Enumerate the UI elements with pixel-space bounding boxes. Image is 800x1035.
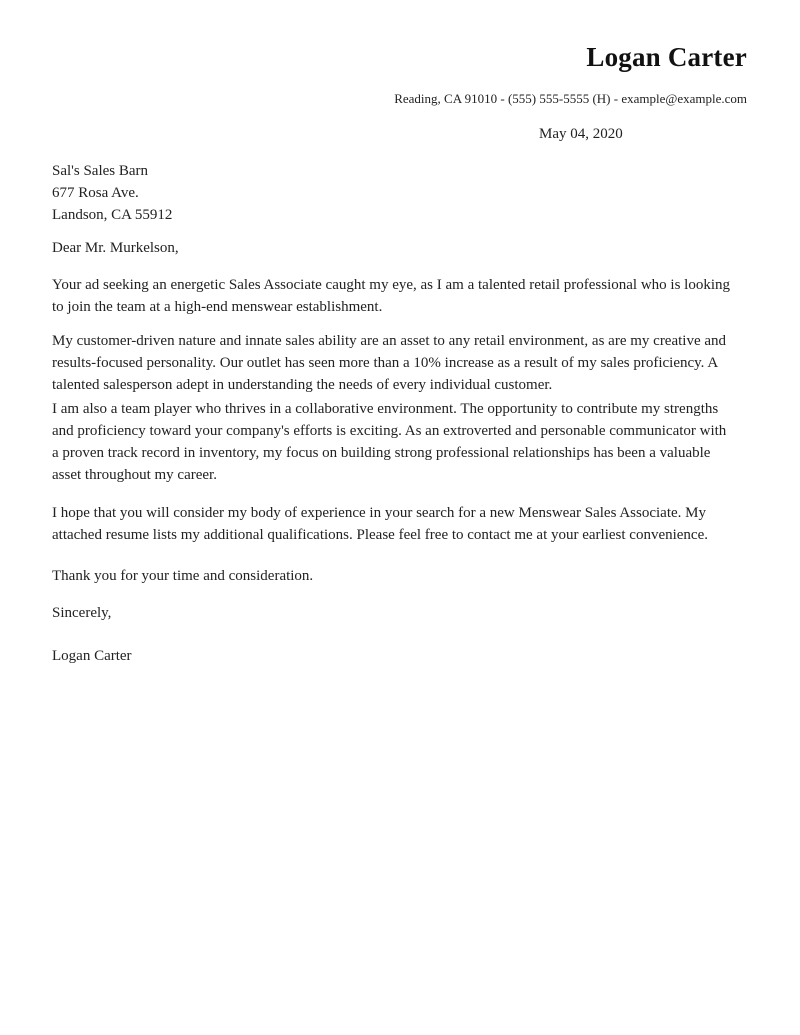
paragraph-line: and proficiency toward your company's efforts is exciting. As an extroverted and personable communicator with	[52, 423, 727, 439]
recipient-street: 677 Rosa Ave.	[52, 185, 139, 201]
recipient-address-block	[52, 160, 752, 226]
signature-name: Logan Carter	[52, 648, 132, 664]
complimentary-close: Sincerely,	[52, 605, 112, 621]
paragraph-line: Your ad seeking an energetic Sales Associate caught my eye, as I am a talented retail professional who is looking	[52, 277, 731, 293]
sender-name-heading: Logan Carter	[586, 42, 747, 72]
letter-date: May 04, 2020	[539, 126, 623, 142]
paragraph-line: attached resume lists my additional qualifications. Please feel free to contact me at your earliest convenience.	[52, 527, 708, 543]
paragraph-line: My customer-driven nature and innate sales ability are an asset to any retail environment, as are my creative and	[52, 333, 727, 349]
salutation: Dear Mr. Murkelson,	[52, 240, 179, 256]
paragraph-line: to join the team at a high-end menswear establishment.	[52, 299, 383, 315]
thank-you-line: Thank you for your time and consideration.	[52, 568, 314, 584]
paragraph-line: results-focused personality. Our outlet has seen more than a 10% increase as a result of my sales proficiency. A	[52, 355, 719, 371]
paragraph-qualifications	[52, 330, 752, 396]
paragraph-teamwork	[52, 398, 752, 486]
sender-contact-line: Reading, CA 91010 - (555) 555-5555 (H) - example@example.com	[394, 91, 747, 106]
paragraph-closing-request	[52, 502, 752, 546]
paragraph-line: talented salesperson adept in understanding the needs of every individual customer.	[52, 377, 553, 393]
paragraph-intro	[52, 274, 752, 318]
paragraph-line: I hope that you will consider my body of experience in your search for a new Menswear Sales Associate. My	[52, 505, 706, 521]
paragraph-line: a proven track record in inventory, my focus on building strong professional relationships has been a valuable	[52, 445, 711, 461]
recipient-company: Sal's Sales Barn	[52, 163, 149, 179]
paragraph-line: asset throughout my career.	[52, 467, 217, 483]
recipient-city-state-zip: Landson, CA 55912	[52, 207, 173, 223]
paragraph-line: I am also a team player who thrives in a collaborative environment. The opportunity to contribute my strengths	[52, 401, 719, 417]
